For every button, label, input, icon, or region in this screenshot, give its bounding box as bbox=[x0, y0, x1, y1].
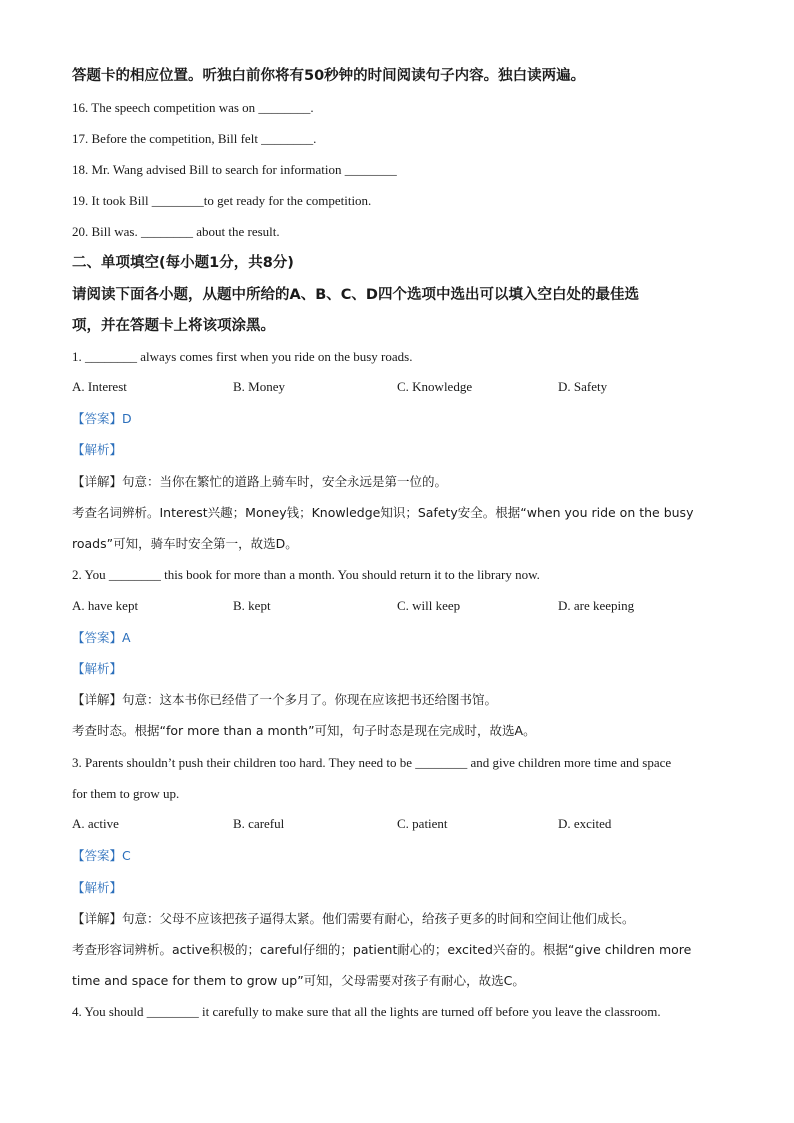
question-1-detail: 【详解】句意：当你在繁忙的道路上骑车时，安全永远是第一位的。 bbox=[72, 474, 448, 489]
listening-item-19: 19. It took Bill ________to get ready for the competition. bbox=[72, 193, 372, 208]
question-1-option-d: D. Safety bbox=[558, 379, 608, 394]
section-instruction-line1: 请阅读下面各小题，从题中所给的A、B、C、D四个选项中选出可以填入空白处的最佳选 bbox=[72, 287, 639, 303]
question-3-explain-line1: 考查形容词辨析。active积极的；careful仔细的；patient耐心的；excited兴奋的。根据“give children more bbox=[72, 942, 692, 957]
question-2-detail: 【详解】句意：这本书你已经借了一个多月了。你现在应该把书还给图书馆。 bbox=[72, 692, 498, 707]
question-1-answer: 【答案】D bbox=[72, 411, 132, 426]
listening-item-18: 18. Mr. Wang advised Bill to search for information ________ bbox=[72, 162, 397, 177]
question-3-stem-line2: for them to grow up. bbox=[72, 786, 180, 801]
question-2-analysis-label: 【解析】 bbox=[72, 661, 123, 676]
question-3-stem-line1: 3. Parents shouldn’t push their children too hard. They need to be ________ and give children more time and space bbox=[72, 755, 672, 770]
question-3-explain-line2: time and space for them to grow up”可知，父母需要对孩子有耐心，故选C。 bbox=[72, 973, 525, 988]
question-2-explain-line1: 考查时态。根据“for more than a month”可知，句子时态是现在完成时，故选A。 bbox=[72, 723, 536, 738]
question-2-option-a: A. have kept bbox=[72, 598, 139, 613]
section-title: 二、单项填空(每小题1分，共8分) bbox=[72, 255, 294, 271]
question-1-option-c: C. Knowledge bbox=[397, 379, 473, 394]
question-3-option-b: B. careful bbox=[233, 816, 285, 831]
question-2-option-b: B. kept bbox=[233, 598, 271, 613]
section-instruction-line2: 项，并在答题卡上将该项涂黑。 bbox=[72, 318, 275, 334]
listening-item-20: 20. Bill was. ________ about the result. bbox=[72, 224, 280, 239]
question-3-option-c: C. patient bbox=[397, 816, 448, 831]
question-3-option-a: A. active bbox=[72, 816, 119, 831]
question-1-analysis-label: 【解析】 bbox=[72, 442, 123, 457]
question-2-answer: 【答案】A bbox=[72, 630, 131, 645]
listening-instruction: 答题卡的相应位置。听独白前你将有50秒钟的时间阅读句子内容。独白读两遍。 bbox=[72, 68, 586, 84]
question-1-option-a: A. Interest bbox=[72, 379, 127, 394]
question-2-option-c: C. will keep bbox=[397, 598, 461, 613]
question-1-stem: 1. ________ always comes first when you ride on the busy roads. bbox=[72, 349, 413, 364]
listening-item-16: 16. The speech competition was on ________. bbox=[72, 100, 314, 115]
question-4-stem: 4. You should ________ it carefully to make sure that all the lights are turned off before you leave the classroom. bbox=[72, 1004, 661, 1019]
question-1-explain-line1: 考查名词辨析。Interest兴趣；Money钱；Knowledge知识；Safety安全。根据“when you ride on the busy bbox=[72, 505, 694, 520]
question-3-detail: 【详解】句意：父母不应该把孩子逼得太紧。他们需要有耐心，给孩子更多的时间和空间让他们成长。 bbox=[72, 911, 635, 926]
listening-item-17: 17. Before the competition, Bill felt ________. bbox=[72, 131, 317, 146]
question-1-option-b: B. Money bbox=[233, 379, 285, 394]
question-3-answer: 【答案】C bbox=[72, 848, 131, 863]
question-3-option-d: D. excited bbox=[558, 816, 612, 831]
question-3-analysis-label: 【解析】 bbox=[72, 880, 123, 895]
question-1-explain-line2: roads”可知，骑车时安全第一，故选D。 bbox=[72, 536, 298, 551]
question-2-option-d: D. are keeping bbox=[558, 598, 635, 613]
question-2-stem: 2. You ________ this book for more than a month. You should return it to the library now. bbox=[72, 567, 540, 582]
